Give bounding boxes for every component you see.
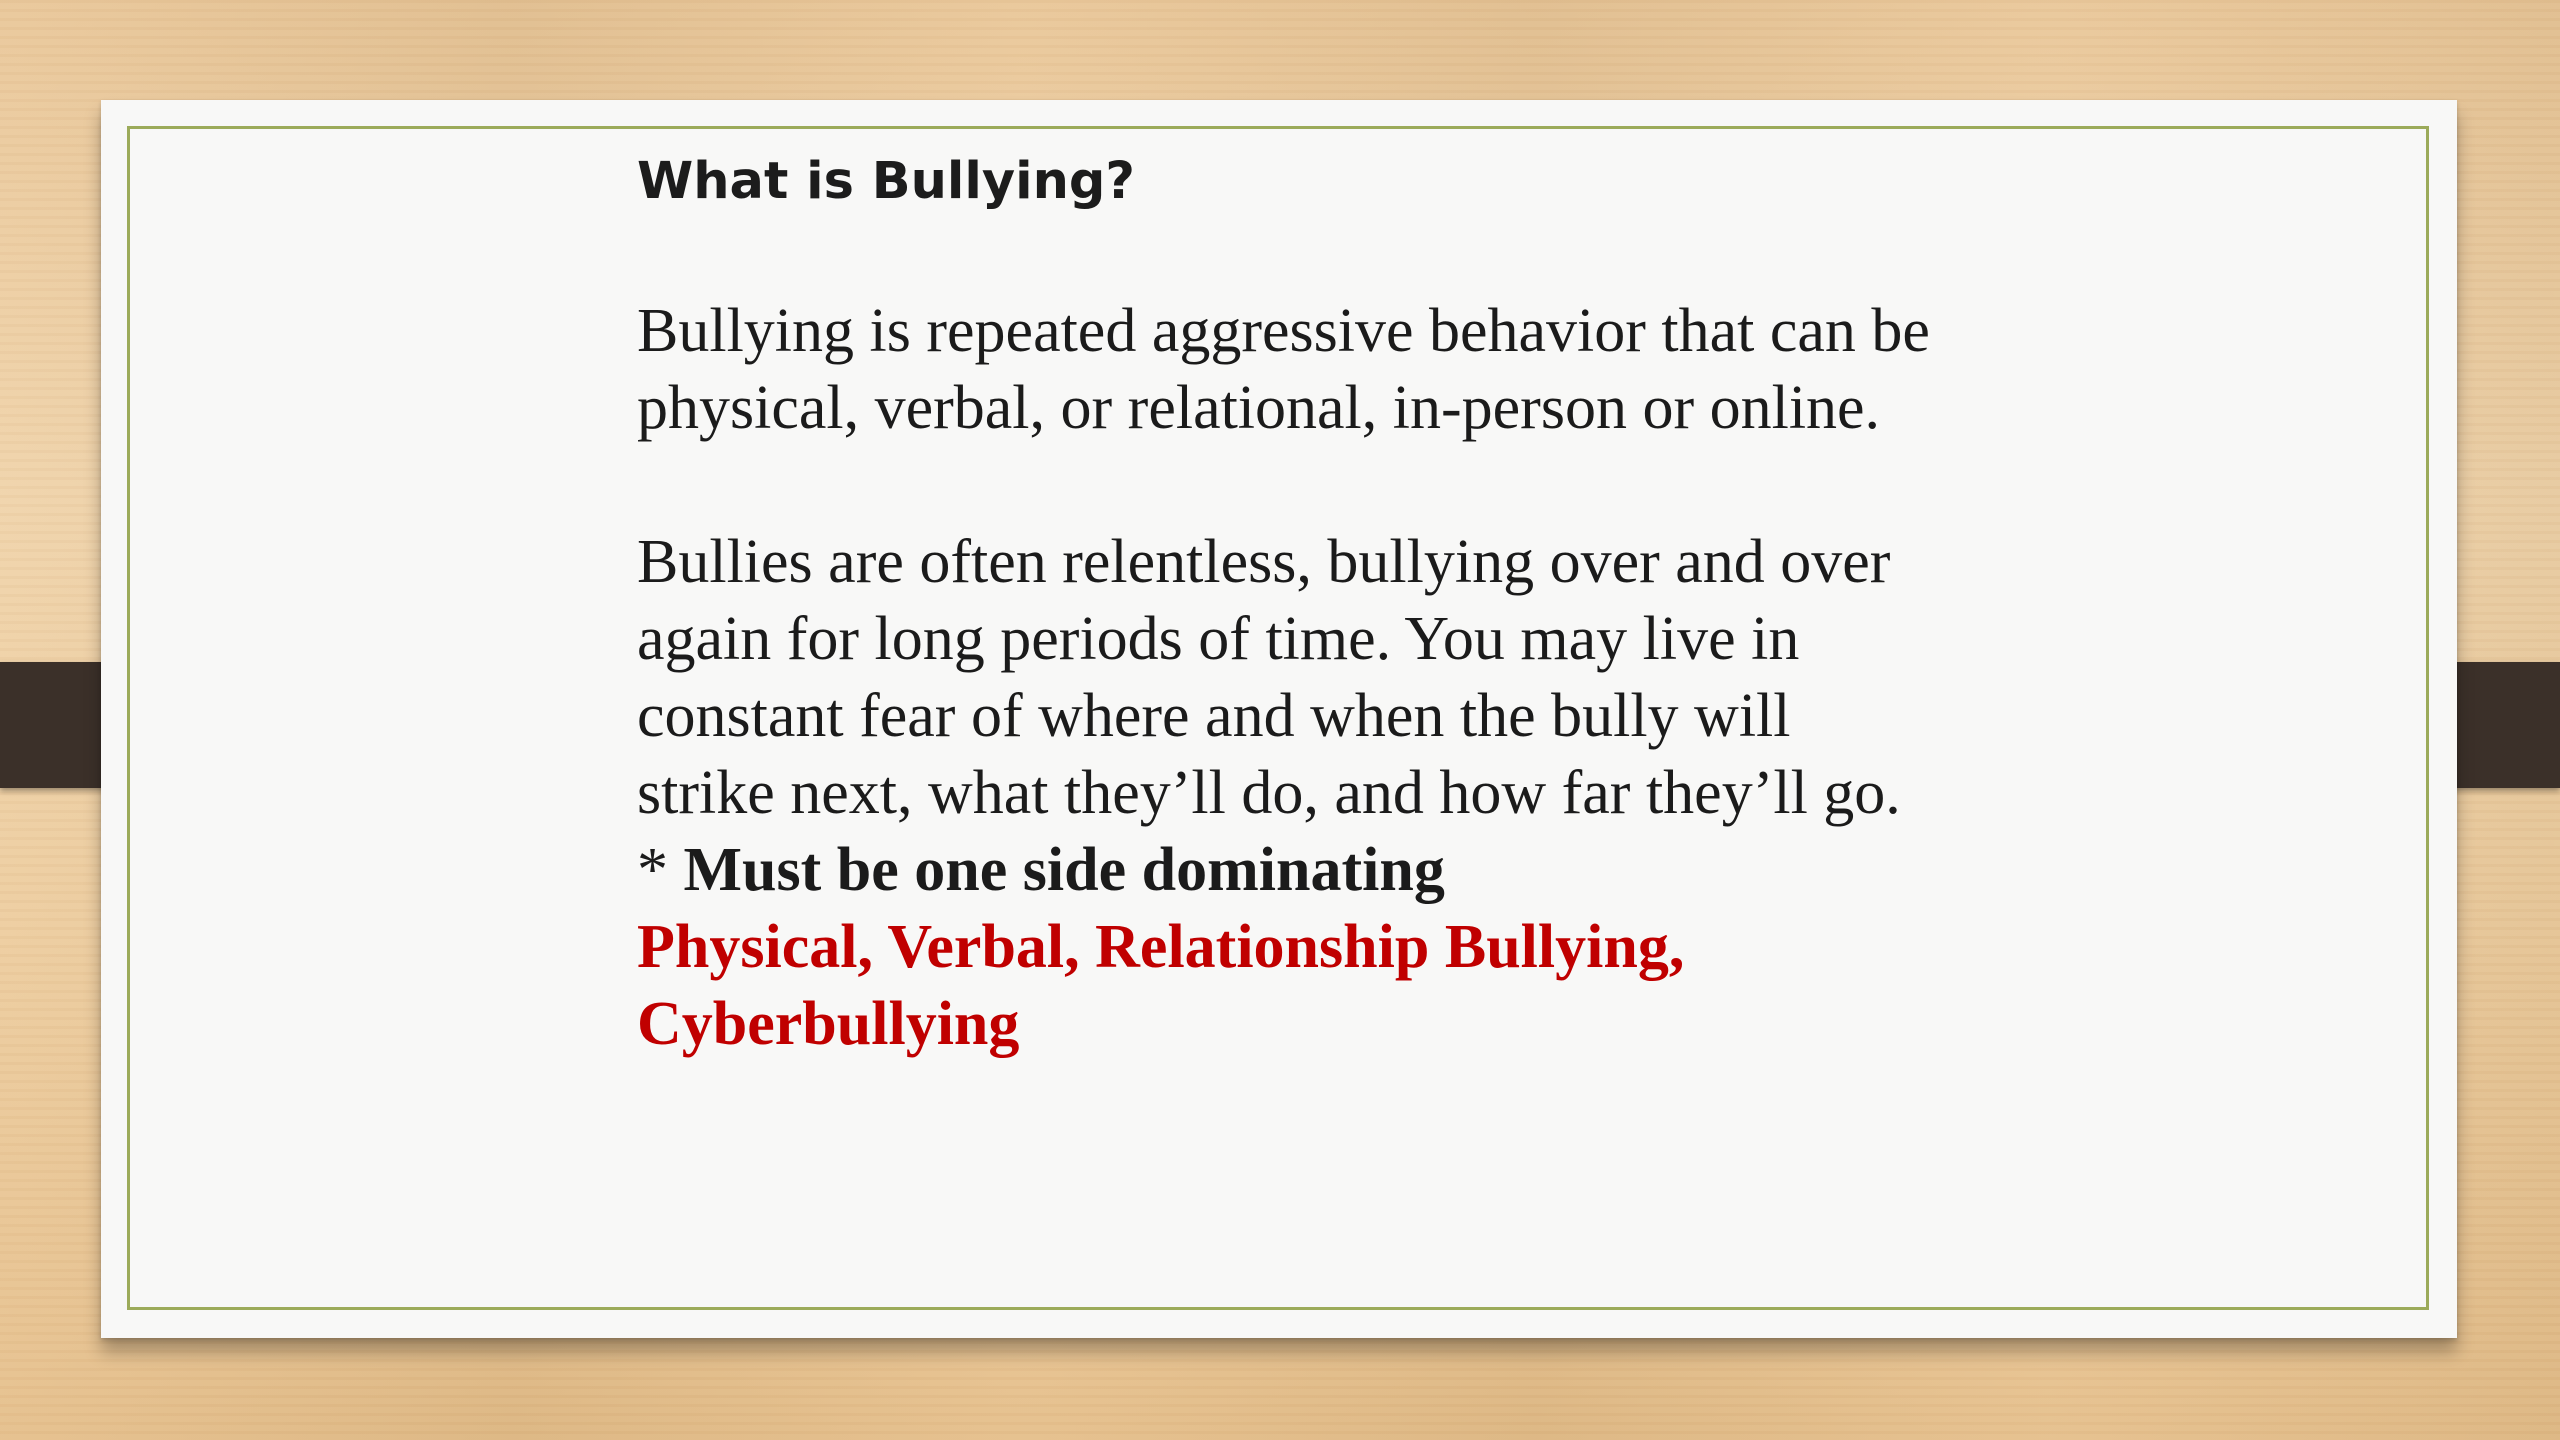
note-asterisk: *	[637, 836, 684, 904]
definition-paragraph: Bullying is repeated aggressive behavior that can be physical, verbal, or relational, in-person or online.	[637, 297, 1930, 442]
note-line	[637, 832, 1937, 909]
description-paragraph: Bullies are often relentless, bullying over and over again for long periods of time. You may live in constant fear of where and when the bully will strike next, what they’ll do, and how far they’ll go.	[637, 528, 1901, 827]
note-text: Must be one side dominating	[683, 836, 1445, 904]
slide-content	[637, 146, 1937, 1063]
slide-title: What is Bullying?	[637, 152, 1135, 211]
bullying-types: Physical, Verbal, Relationship Bullying, Cyberbullying	[637, 913, 1685, 1058]
